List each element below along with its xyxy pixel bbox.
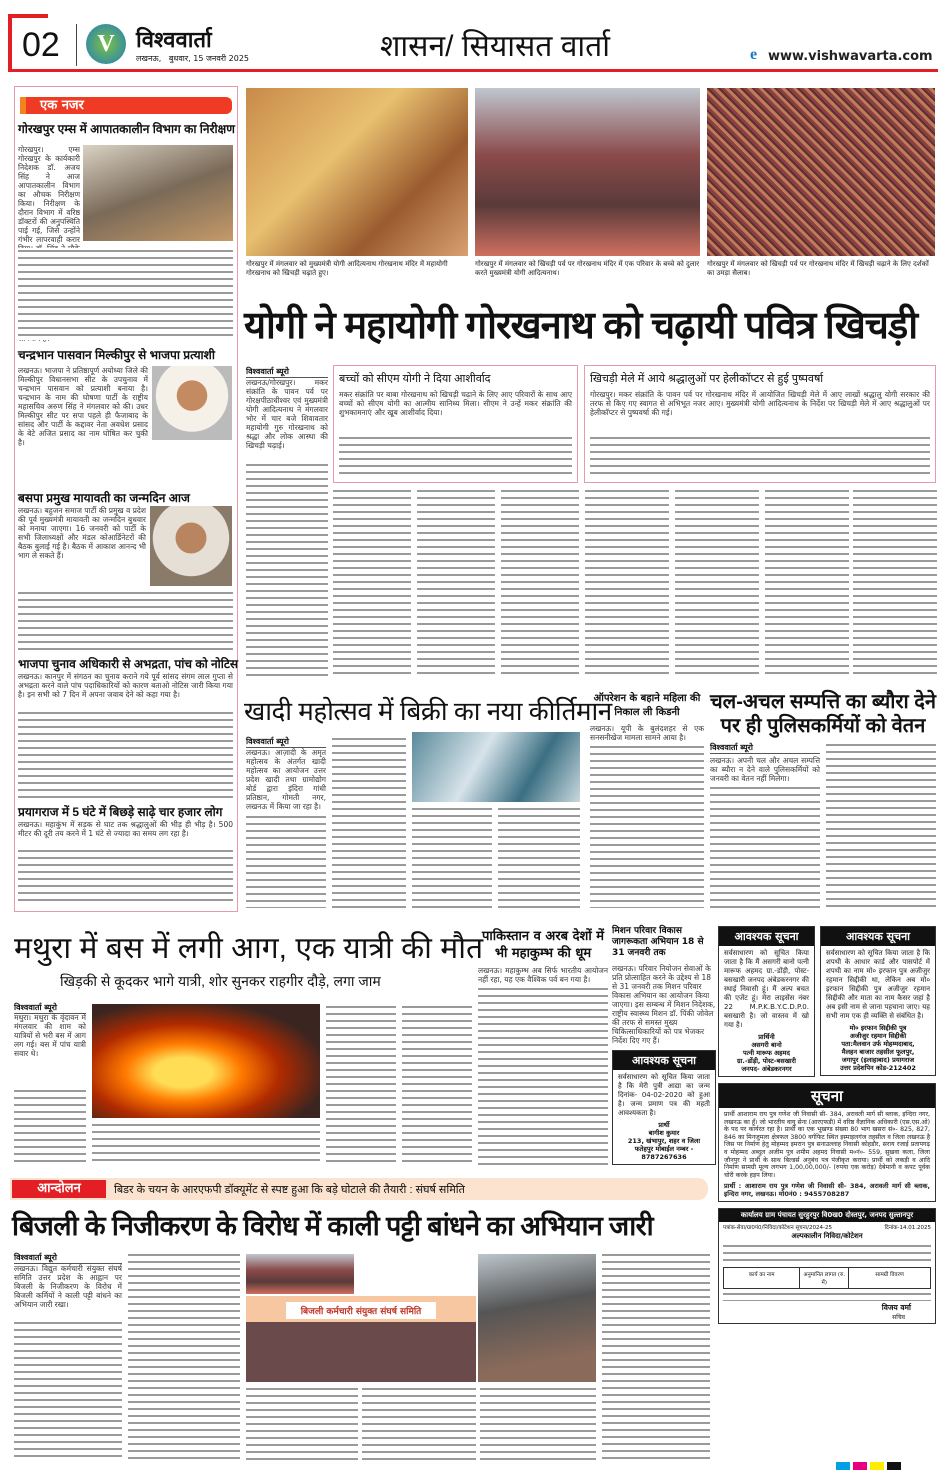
lead-text: लखनऊ/गोरखपुर। मकर संक्रांति के पावन पर्व पर गोरक्षपीठाधीश्वर एवं मुख्यमंत्री योगी आदित्यनाथ ने मंगलवार भोर में चार बजे शिवावतार महायोगी गुरु गोरखनाथ को श्रद्धा और लोक आस्था की खिचड़ी चढ़ाई।	[246, 378, 328, 450]
lead-text-col	[333, 488, 411, 678]
story-text: लखनऊ। कानपुर में संगठन का चुनाव कराने गये पूर्व सांसद संगम लाल गुप्ता से अभद्रता करने वाले पांच पदाधिकारियों को कारण बताओ नोटिस जारी किया गया है। इन सभी को 7 दिन में अपना जवाब देने को कहा गया है।	[18, 672, 233, 699]
mission-text: लखनऊ। परिवार नियोजन सेवाओं के प्रति प्रोत्साहित करने के उद्देश्य से 18 से 31 जनवरी तक मिशन परिवार विकास अभियान का आयोजन किया जाएगा। इस सम्बन्ध में मिशन निदेशक, राष्ट्रीय स्वास्थ्य मिशन डॉ. पिंकी जोवेल की तरफ से समस्त मुख्य चिकित्साधिकारियों को पत्र भेजकर निर्देश दिए गए हैं।	[612, 964, 716, 1045]
lead-text-col	[853, 488, 937, 678]
protest-photo	[246, 1254, 354, 1294]
byline: विश्ववार्ता ब्यूरो	[246, 366, 328, 378]
story-headline: प्रयागराज में 5 घंटे में बिछड़े साढ़े चार हजार लोग	[18, 805, 223, 819]
mathura-text-cont	[14, 1088, 86, 1166]
box-blessing	[333, 365, 578, 483]
bijli-headline: बिजली के निजीकरण के विरोध में काली पट्टी बांधने का अभियान जारी	[12, 1211, 654, 1241]
pakistan-headline: पाकिस्तान व अरब देशों में भी महाकुम्भ की धूम	[481, 929, 605, 961]
bijli-text: लखनऊ। विद्युत कर्मचारी संयुक्त संघर्ष समिति उत्तर प्रदेश के आह्वान पर बिजली के निजीकरण के विरोध में बिजली कर्मियों ने काली पट्टी बांधने का अभियान जारी रखा।	[14, 1264, 122, 1309]
sig-line: प्रार्थिनी	[758, 1033, 775, 1041]
story-text: लखनऊ। भाजपा ने प्रतिष्ठापूर्ण अयोध्या जिले की मिल्कीपुर विधानसभा सीट के उपचुनाव में चन्द्रभान पासवान को प्रत्याशी बनाया है। चन्द्रभान के नाम की घोषणा पार्टी के राष्ट्रीय महासचिव अरुण सिंह ने मंगलवार को की। उधर मिल्कीपुर सीट पर सपा पहले ही फैजाबाद के सांसद और पार्टी के कद्दावर नेता अवधेश प्रसाद के बेटे अजित प्रसाद का नाम घोषित कर चुकी है।	[18, 366, 148, 447]
registration-marks	[836, 1462, 901, 1470]
sig-line: 8787267636	[641, 1153, 687, 1161]
notice-text: सर्वसाधारण को सूचित किया जाता है कि मैं असगरी बानो पत्नी मारूफ अहमद ग्रा.-डोंड़ी, पोस्ट-बसखारी जनपद अंबेडकरनगर की स्थाई निवासी हूं। मैं अल्प बचत की एजेंट हूं। मेरा लाइसेंस नंबर 22 M.P.K.B.Y.C.D.P.0. बसखारी है। जो वास्तव में खो गया है।	[724, 949, 809, 1029]
notice-box	[718, 926, 815, 1077]
masthead-gap	[48, 14, 938, 18]
tender-title: कार्यालय ग्राम पंचायत सुरहुरपुर वि0ख0 दोस्तपुर, जनपद सुल्तानपुर	[719, 1209, 935, 1222]
dateline: लखनऊ, बुधवार, 15 जनवरी 2025	[136, 54, 250, 63]
story-text-cont	[18, 710, 233, 802]
box-text-cont	[339, 435, 572, 479]
tender-notice	[718, 1208, 936, 1324]
mayawati-photo	[150, 506, 232, 586]
banner-text: बिजली कर्मचारी संयुक्त संघर्ष समिति	[286, 1302, 436, 1319]
kidney-text-cont	[590, 744, 704, 908]
notice-title: आवश्यक सूचना	[821, 927, 935, 946]
mathura-subheadline: खिड़की से कूदकर भागे यात्री, शोर सुनकर राहगीर दौड़े, लगा जाम	[60, 973, 381, 989]
story-headline: बसपा प्रमुख मायावती का जन्मदिन आज	[18, 491, 190, 505]
protest-banner-photo	[246, 1296, 476, 1382]
crowd-photo	[707, 88, 935, 256]
sig-line: पत्नी मारूफ अहमद	[743, 1049, 790, 1057]
police-text-col	[826, 742, 936, 908]
candidate-photo	[152, 366, 232, 440]
mission-headline: मिशन परिवार विकास जागरूकता अभियान 18 से 31 जनवरी तक	[612, 926, 704, 958]
logo-icon: V	[86, 24, 126, 64]
lead-text-col	[675, 488, 759, 678]
photo-caption: गोरखपुर में मंगलवार को मुख्यमंत्री योगी आदित्यनाथ गोरखनाथ मंदिर में महायोगी गोरखनाथ को खिचड़ी चढ़ाते हुए।	[246, 260, 448, 277]
notice-signature	[821, 1024, 935, 1075]
byline: विश्ववार्ता ब्यूरो	[14, 1252, 122, 1264]
story-text-cont	[18, 848, 233, 906]
yogi-khichdi-photo	[246, 88, 468, 256]
notice-title: आवश्यक सूचना	[719, 927, 814, 946]
box-text-cont	[590, 435, 930, 479]
tender-date: दिनांक-14.01.2025	[884, 1225, 931, 1232]
police-text-cont	[710, 785, 820, 908]
sig-line: प्रार्थी	[658, 1121, 670, 1129]
tender-signatory: विजय वर्मा	[881, 1303, 911, 1313]
sig-line: 213, खंभापुर, शहर व जिला	[627, 1137, 701, 1145]
lead-text-col	[585, 488, 669, 678]
ie-icon: e	[750, 46, 758, 63]
mission-column	[612, 926, 716, 1165]
notice-box	[820, 926, 936, 1076]
yellow-swatch	[870, 1462, 884, 1470]
andolan-strap: बिडर के चयन के आरएफपी डॉक्यूमेंट से स्पष्ट हुआ कि बड़े घोटाले की तैयारी : संघर्ष समिति	[114, 1184, 465, 1196]
bijli-text-col	[362, 1386, 476, 1462]
notice-title: आवश्यक सूचना	[613, 1051, 715, 1070]
notice-signature	[719, 1033, 814, 1076]
story-headline: भाजपा चुनाव अधिकारी से अभद्रता, पांच को नोटिस	[18, 657, 239, 671]
sig-line: फतेहपुर मोबाईल नम्बर -	[634, 1145, 694, 1153]
sig-line: असगरी बानो	[751, 1041, 782, 1049]
section-title: शासन/ सियासत वार्ता	[380, 30, 611, 63]
story-text: गोरखपुर। एम्स गोरखपुर के कार्यकारी निदेशक डॉ. अजय सिंह ने आज आपातकालीन विभाग का औचक निरीक्षण किया। निरीक्षण के दौरान विभाग में वरिष्ठ डॉक्टरों की अनुपस्थिति पाई गई, जिसे उन्होंने गंभीर लापरवाही करार	[18, 145, 80, 244]
table-header: अनुमानित लागत (रु. में)	[800, 1268, 849, 1288]
suchna-title: सूचना	[719, 1084, 935, 1108]
bijli-text-col	[246, 1386, 358, 1462]
lead-text-col	[417, 488, 495, 678]
khadi-text-cont	[246, 814, 326, 908]
byline: विश्ववार्ता ब्यूरो	[14, 1002, 86, 1014]
pakistan-story	[478, 928, 608, 1166]
table-header: सामग्री विवरण	[875, 1272, 904, 1279]
story-text-cont	[18, 590, 233, 650]
sig-line: बागीश कुमार	[648, 1129, 680, 1137]
table-header: कार्य का नाम	[724, 1268, 800, 1288]
box-text: मकर संक्रांति पर बाबा गोरखनाथ को खिचड़ी चढ़ाने के लिए आए परिवारों के साथ आए बच्चों को सीएम योगी का आत्मीय सानिध्य मिला। सीएम ने उन्हें मकर संक्रांति की शुभकामनाएं और खूब आशीर्वाद दिया।	[339, 390, 572, 417]
mathura-text-col	[402, 1004, 472, 1166]
protest-photo	[478, 1254, 596, 1382]
bijli-text-col	[480, 1386, 596, 1462]
story-text: लखनऊ। महाकुंभ में सड़क से घाट तक श्रद्धालुओं की भीड़ ही भीड़ है। 500 मीटर की दूरी तय करने में 1 घंटे से ज्यादा का समय लग रहा है।	[18, 820, 233, 838]
suchna-text: प्रार्थी आशाराम राय पुत्र गणेश जी निवासी सी- 384, अरावली मार्ग सी ब्लाक, इन्दिरा नगर, लखनऊ का हूँ। जो भारतीय वायु सेना (आरएफडी) में वरिष्ठ वैज्ञानिक अधिकारी (एस.एस.ओ) के पद पर कार्यरत रहा है। प्रार्थी का एक भूखण्ड संख्या 80 भाग खसरा सं०- 825, 827, 846 का मिनजुमला क्षेत्रफल 3800 वर्गफिट स्थित इस्माइलगंज तहसील व जिला लखनऊ है जिस पर निर्माण हेतु मोहम्मद इमरान पुत्र सनाउल्लाह निवासी कोहडौर, सराय रजाई प्रतापगढ़ व मोहम्मद अब्दुल अजीम पुत्र शमीम अहमद निवासी म०नं०- 559, सुखवा कला, जिला जौनपुर ने प्रार्थी के साथ बिल्डर्स अनुबंध पत्र पंजीकृत कराया। प्रार्थी को लकड़ी व आदि निर्माण सामग्री मूल्य लगभग 1,00,00,000/- (रुपया एक करोड़) देबेमानी व कपट पूर्वक चोरी करके हड़प लिया।	[724, 1111, 930, 1179]
khadi-text-col	[498, 806, 580, 908]
lead-text-cont	[246, 462, 328, 678]
sig-line: जगापुर (इलाहाबाद) प्रयागराज	[841, 1056, 915, 1064]
lead-headline: योगी ने महायोगी गोरखनाथ को चढ़ायी पवित्र खिचड़ी	[244, 305, 918, 347]
tender-designation: सचिव	[892, 1314, 905, 1322]
khadi-text: लखनऊ। आज़ादी के अमृत महोत्सव के अंतर्गत खादी महोत्सव का आयोजन उत्तर प्रदेश खादी तथा ग्रामोद्योग बोर्ड द्वारा इंदिरा गांधी प्रतिष्ठान, गोमती नगर, लखनऊ में किया जा रहा है।	[246, 748, 326, 811]
andolan-label: आन्दोलन	[12, 1180, 106, 1198]
mathura-text-col	[326, 1004, 396, 1166]
notice-text: सर्वसाधारण को सूचित किया जाता है कि शपथी के आधार कार्ड और पासपोर्ट में शपथी का नाम मो० इरफान पुत्र अजीजुर रहमान सिद्दीकी था, लेकिन अब मो० इरफान सिद्दीकी पुत्र अजीजुर रहमान सिद्दीकी और माता का नाम कैसर जहां है अब इसी नाम से जाना पहचाना जाए। यह सभी नाम एक ही व्यक्ति से संबंधित है।	[826, 949, 930, 1020]
photo-caption: गोरखपुर में मंगलवार को खिचड़ी पर्व पर गोरखनाथ मंदिर में एक परिवार के बच्चे को दुलार करते मुख्यमंत्री योगी आदित्यनाथ।	[475, 260, 700, 277]
bijli-text-col	[602, 1252, 710, 1462]
notice-text: सर्वसाधारण को सूचित किया जाता है कि मेरी पुत्री आद्या का जन्म दिनांक- 04-02-2020 को हुआ है। जन्म प्रमाण पत्र की महती आवश्यकता है।	[618, 1073, 710, 1117]
lead-text-col	[765, 488, 849, 678]
lead-text-col	[501, 488, 579, 678]
bijli-text-cont	[14, 1320, 122, 1462]
story-text-cont	[18, 248, 233, 340]
sig-line: अजीजुर रहमान सिद्दीकी	[849, 1032, 907, 1040]
mathura-headline: मथुरा में बस में लगी आग, एक यात्री की मौत	[14, 932, 484, 965]
khadi-photo	[412, 732, 580, 802]
police-columns	[708, 742, 938, 908]
notice-box	[612, 1050, 716, 1165]
ek-nazar-label: एक नजर	[20, 97, 232, 114]
website-link[interactable]: www.vishwavarta.com	[768, 49, 933, 64]
tender-body	[723, 1291, 931, 1301]
story-headline: गोरखपुर एम्स में आपातकालीन विभाग का निरीक्षण	[18, 122, 235, 136]
pakistan-text: लखनऊ। महाकुम्भ अब सिर्फ भारतीय आयोजन नहीं रहा, यह एक वैश्विक पर्व बन गया है।	[478, 966, 608, 984]
notices-column	[718, 926, 936, 1324]
photo-caption: गोरखपुर में मंगलवार को खिचड़ी पर्व पर गोरखनाथ मंदिर में खिचड़ी चढ़ाने के लिए दर्शकों का उमड़ा सैलाब।	[707, 260, 929, 277]
bus-fire-photo	[92, 1004, 320, 1118]
notices-row	[718, 926, 936, 1077]
black-swatch	[887, 1462, 901, 1470]
suchna-box	[718, 1083, 936, 1202]
sig-line: पता:मैलवान उर्फ मोहम्मदाबाद,	[841, 1040, 915, 1048]
bijli-text-col	[128, 1252, 240, 1462]
kidney-story	[588, 692, 706, 908]
police-headline: चल-अचल सम्पत्ति का ब्यौरा देने पर ही पुलिसकर्मियों को वेतन	[709, 691, 937, 737]
magenta-swatch	[853, 1462, 867, 1470]
sig-line: उत्तर प्रदेशपिन कोड-212402	[840, 1064, 916, 1072]
police-col	[710, 742, 820, 908]
divider	[76, 24, 77, 66]
tender-ref: पत्रांक-सेवा/ग्रा0पं0/निविदा/कोटेशन सूचना/2024-25	[723, 1225, 832, 1232]
tender-body	[723, 1243, 931, 1265]
box-text: गोरखपुर। मकर संक्रांति के पावन पर्व पर गोरखनाथ मंदिर में आयोजित खिचड़ी मेले में आए लाखों श्रद्धालु योगी सरकार की तरफ से किए गए स्वागत से अभिभूत नजर आए। मुख्यमंत्री योगी आदित्यनाथ के निर्देश पर खिचड़ी मेले में आए श्रद्धालुओं पर हेलीकॉप्टर से पुष्पवर्षा की गई।	[590, 390, 930, 417]
kidney-headline: ऑपरेशन के बहाने महिला की निकाल ली किडनी	[593, 693, 701, 718]
mathura-text: मथुरा। मथुरा के वृंदावन में मंगलवार की शाम को यात्रियों से भरी बस में आग लग गई। बस में पांच यात्री सवार थे।	[14, 1013, 86, 1058]
box-headline: बच्चों को सीएम योगी ने दिया आशीर्वाद	[339, 373, 491, 385]
yogi-child-photo	[475, 88, 700, 256]
tender-meta	[719, 1222, 935, 1232]
hospital-photo	[83, 145, 233, 241]
sig-line: जनपद- अंबेडकरनगर	[741, 1065, 792, 1073]
sig-line: मो० इरफान सिद्दीकी पुत्र	[849, 1024, 907, 1032]
police-story	[708, 690, 938, 908]
khadi-text-col	[332, 736, 406, 908]
box-headline: खिचड़ी मेले में आये श्रद्धालुओं पर हेलीकॉप्टर से हुई पुष्पवर्षा	[590, 373, 824, 385]
tender-table	[723, 1267, 931, 1289]
cyan-swatch	[836, 1462, 850, 1470]
sig-line: ग्रा.-डोंड़ी, पोस्ट-बसखारी	[737, 1057, 796, 1065]
byline: विश्ववार्ता ब्यूरो	[710, 742, 820, 754]
byline: विश्ववार्ता ब्यूरो	[246, 736, 326, 748]
box-helicopter	[584, 365, 936, 483]
police-text: लखनऊ। अपनी चल और अचल सम्पत्ति का ब्यौरा न देने वाले पुलिसकर्मियों को जनवरी का वेतन नहीं मिलेगा।	[710, 756, 820, 783]
khadi-headline: खादी महोत्सव में बिक्री का नया कीर्तिमान	[244, 696, 612, 726]
page-number: 02	[22, 26, 60, 64]
brand-name: विश्ववार्ता	[136, 27, 212, 52]
khadi-text-col	[412, 806, 492, 908]
tender-subtitle: अल्पकालीन निविदा/कोटेशन	[791, 1232, 863, 1241]
suchna-signature: प्रार्थी : आशाराम राय पुत्र गणेश जी निवासी सी- 384, अरावली मार्ग सी ब्लाक, इन्दिरा नगर, लखनऊ। मो0नं0 : 9455708287	[724, 1182, 930, 1199]
pakistan-text-cont	[478, 986, 608, 1166]
notice-signature	[613, 1121, 715, 1164]
corner-accent	[8, 14, 40, 18]
sig-line: मैलहन बाजार तहसील फूलपुर,	[841, 1048, 915, 1056]
story-headline: चन्द्रभान पासवान मिल्कीपुर से भाजपा प्रत्याशी	[18, 348, 215, 362]
mathura-text-col	[92, 1122, 320, 1166]
kidney-text: लखनऊ। यूपी के बुलंदशहर से एक सनसनीखेज मामला सामने आया है।	[590, 724, 704, 742]
story-text: लखनऊ। बहुजन समाज पार्टी की प्रमुख व प्रदेश की पूर्व मुख्यमंत्री मायावती का जन्मदिन बुधवार को मनाया जाएगा। 16 जनवरी को पार्टी के सभी जिलाध्यक्षों और मंडल कोआर्डिनेटरों की बैठक बुलाई गई है। बैठक में आकाश आनन्द भी भाग ले सकते हैं।	[18, 506, 146, 560]
